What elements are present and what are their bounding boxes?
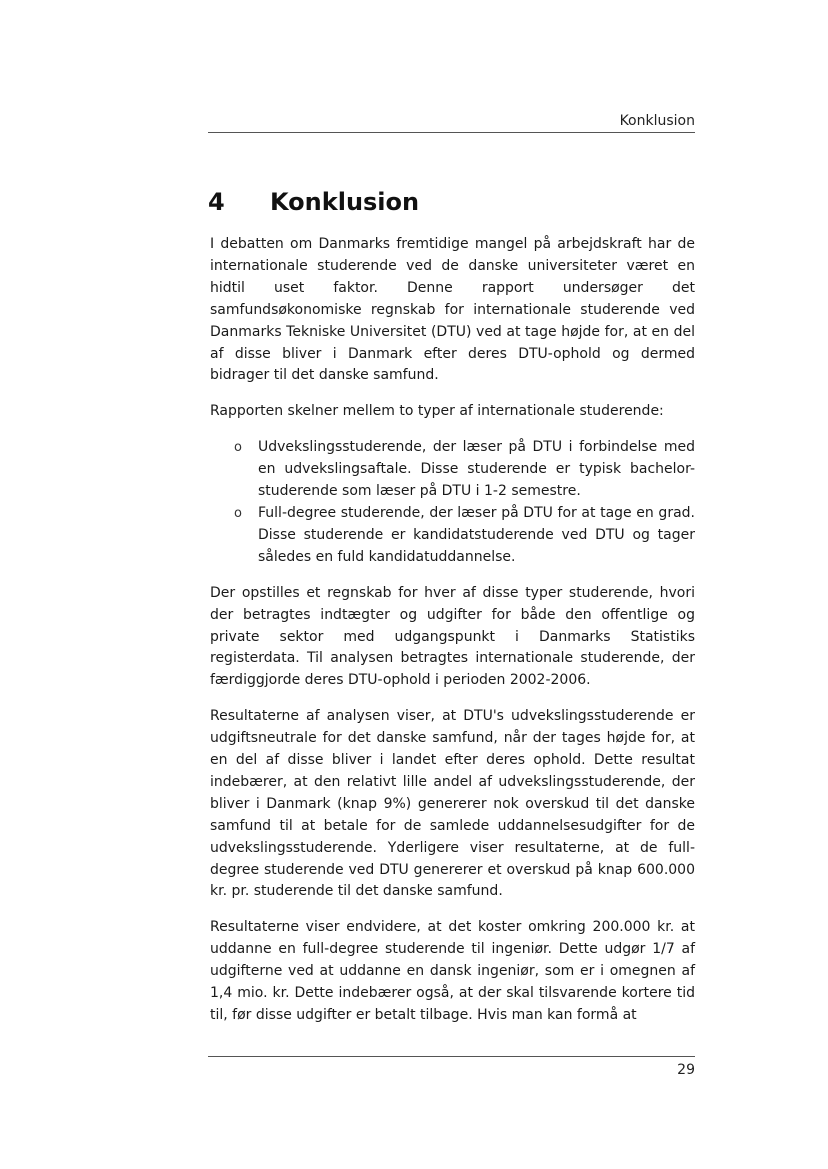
body-text [210, 234, 695, 1041]
paragraph: Rapporten skelner mellem to typer af internationale studerende: [210, 403, 664, 420]
paragraph: Resultaterne af analysen viser, at DTU's udvekslingsstuderende er udgiftsneutrale for det danske samfund, når der tages højde for, at en del af disse bliver i landet efter deres ophold. Dette resultat indebærer, at den relativt lille andel af udvekslingsstuderende, der bliver i Danmark (knap 9%) genererer nok overskud til det danske samfund til at betale for de samlede uddannelsesudgifter for de udvekslingsstuderende. Yderligere viser resultaterne, at de full-degree studerende ved DTU genererer et overskud på knap 600.000 kr. pr. studerende til det danske samfund. [210, 708, 695, 900]
paragraph: Der opstilles et regnskab for hver af disse typer studerende, hvori der betragtes indtægter og udgifter for både den offentlige og private sektor med udgangspunkt i Danmarks Statistiks registerdata. Til analysen betragtes internationale studerende, der færdiggjorde deres DTU-ophold i perioden 2002-2006. [210, 584, 695, 689]
running-header: Konklusion [208, 113, 695, 133]
bullet-icon: o [234, 440, 242, 456]
chapter-heading [208, 188, 419, 216]
bullet-icon: o [234, 505, 242, 521]
student-type-list [210, 437, 695, 568]
page-number: 29 [677, 1062, 695, 1078]
footer-divider [208, 1056, 695, 1057]
list-item-text: Full-degree studerende, der læser på DTU for at tage en grad. Disse studerende er kandidatstuderende ved DTU og tager således en fuld kandidatuddannelse. [258, 504, 695, 565]
list-item-text: Udvekslingsstuderende, der læser på DTU i forbindelse med en udvekslingsaftale. Disse studerende er typisk bachelor-studerende som læser på DTU i 1-2 semestre. [258, 439, 695, 500]
list-item [210, 503, 695, 569]
paragraph: Resultaterne viser endvidere, at det koster omkring 200.000 kr. at uddanne en full-degree studerende til ingeniør. Dette udgør 1/7 af udgifterne ved at uddanne en dansk ingeniør, som er i omegnen af 1,4 mio. kr. Dette indebærer også, at der skal tilsvarende kortere tid til, før disse udgifter er betalt tilbage. Hvis man kan formå at [210, 919, 695, 1023]
paragraph: I debatten om Danmarks fremtidige mangel på arbejdskraft har de internationale studerende ved de danske universiteter været en hidtil uset faktor. Denne rapport undersøger det samfundsøkonomiske regnskab for internationale studerende ved Danmarks Tekniske Universitet (DTU) ved at tage højde for, at en del af disse bliver i Danmark efter deres DTU-ophold og dermed bidrager til det danske samfund. [210, 236, 695, 384]
list-item [210, 437, 695, 503]
chapter-number: 4 [208, 188, 225, 216]
chapter-title: Konklusion [270, 188, 420, 216]
